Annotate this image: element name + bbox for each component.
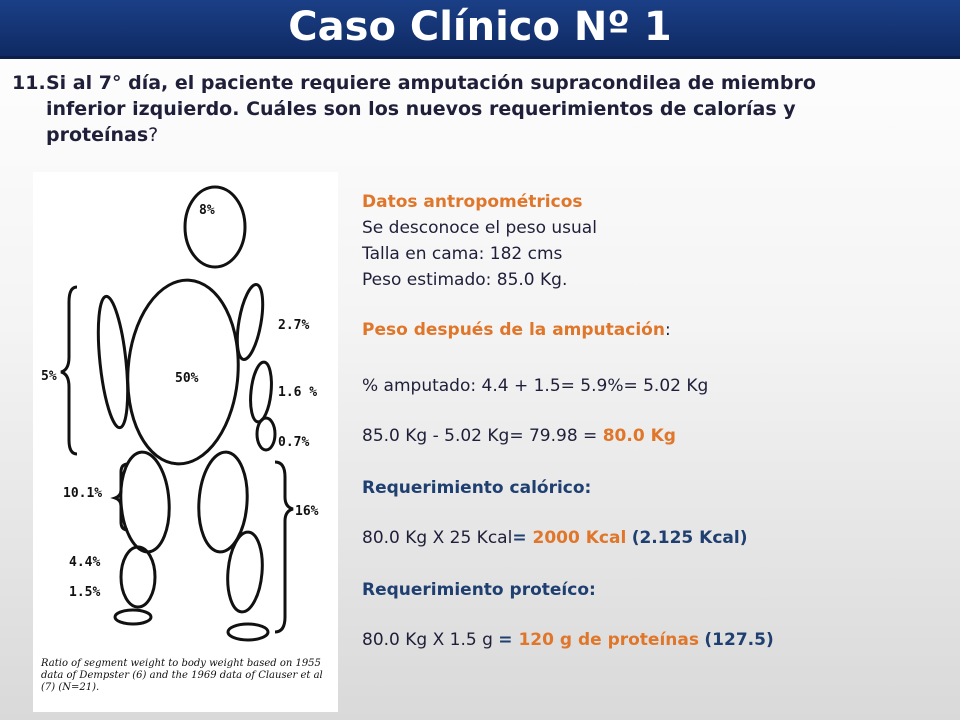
- protein-result: 120 g de proteínas: [518, 630, 699, 650]
- forearm-percent-label: 1.6 %: [278, 385, 318, 400]
- left-lower-leg-outline: [121, 547, 155, 607]
- head-outline: [185, 187, 245, 267]
- caloric-equals: =: [512, 528, 533, 548]
- leg-total-percent-label: 16%: [295, 504, 319, 519]
- protein-calc-expression: 80.0 Kg X 1.5 g: [362, 630, 499, 650]
- protein-alternative: (127.5): [704, 630, 774, 650]
- protein-equals: =: [498, 630, 519, 650]
- right-foot-outline: [228, 624, 268, 640]
- weight-calc-result: 80.0 Kg: [602, 426, 676, 446]
- protein-calc-line: [362, 630, 774, 650]
- caloric-calc-expression: 80.0 Kg X 25 Kcal: [362, 528, 513, 548]
- question-number: 11.: [12, 72, 46, 94]
- amputation-colon: :: [664, 320, 671, 340]
- head-percent-label: 8%: [199, 203, 215, 218]
- figure-caption: Ratio of segment weight to body weight based on 1955 data of Dempster (6) and the 1969 data of Clauser et al (7) (N=21).: [41, 658, 323, 693]
- weight-calc-expression: 85.0 Kg - 5.02 Kg= 79.98 =: [362, 426, 603, 446]
- arm-total-percent-label: 5%: [41, 369, 57, 384]
- thigh-percent-label: 10.1%: [63, 486, 103, 501]
- hand-percent-label: 0.7%: [278, 435, 310, 450]
- question-mark: ?: [148, 124, 159, 146]
- amputation-heading-line: [362, 320, 671, 340]
- forearm-outline: [248, 361, 274, 423]
- question-text: [12, 70, 942, 148]
- left-thigh-outline: [118, 450, 173, 553]
- height-line: Talla en cama: 182 cms: [362, 244, 563, 264]
- anthropometric-heading: Datos antropométricos: [362, 192, 583, 212]
- caloric-requirement-heading: Requerimiento calórico:: [362, 478, 592, 498]
- amputated-percent-line: % amputado: 4.4 + 1.5= 5.9%= 5.02 Kg: [362, 376, 709, 396]
- question-line-3: proteínas: [46, 124, 149, 146]
- usual-weight-line: Se desconoce el peso usual: [362, 218, 597, 238]
- body-segment-figure: [33, 172, 338, 712]
- arm-brace: [61, 287, 77, 454]
- foot-percent-label: 1.5%: [69, 585, 101, 600]
- amputation-heading: Peso después de la amputación: [362, 320, 665, 340]
- upper-arm-percent-label: 2.7%: [278, 318, 310, 333]
- estimated-weight-line: Peso estimado: 85.0 Kg.: [362, 270, 568, 290]
- slide-title: Caso Clínico Nº 1: [288, 4, 672, 50]
- trunk-percent-label: 50%: [175, 371, 199, 386]
- upper-arm-outline: [233, 283, 268, 362]
- caloric-alternative: (2.125 Kcal): [631, 528, 748, 548]
- caloric-result: 2000 Kcal: [532, 528, 627, 548]
- caloric-calc-line: [362, 528, 747, 548]
- leg-brace: [275, 462, 293, 632]
- question-line-1: Si al 7° día, el paciente requiere amputación supracondilea de miembro: [46, 72, 816, 94]
- hand-outline: [257, 418, 275, 450]
- body-outline-drawing: [33, 172, 338, 712]
- left-arm-outline: [93, 295, 133, 429]
- weight-calc-line: [362, 426, 676, 446]
- left-foot-outline: [115, 610, 151, 624]
- protein-requirement-heading: Requerimiento proteíco:: [362, 580, 596, 600]
- lower-leg-percent-label: 4.4%: [69, 555, 101, 570]
- question-line-2: inferior izquierdo. Cuáles son los nuevos requerimientos de calorías y: [46, 98, 796, 120]
- right-lower-leg-outline: [225, 531, 266, 614]
- right-thigh-outline: [196, 450, 251, 553]
